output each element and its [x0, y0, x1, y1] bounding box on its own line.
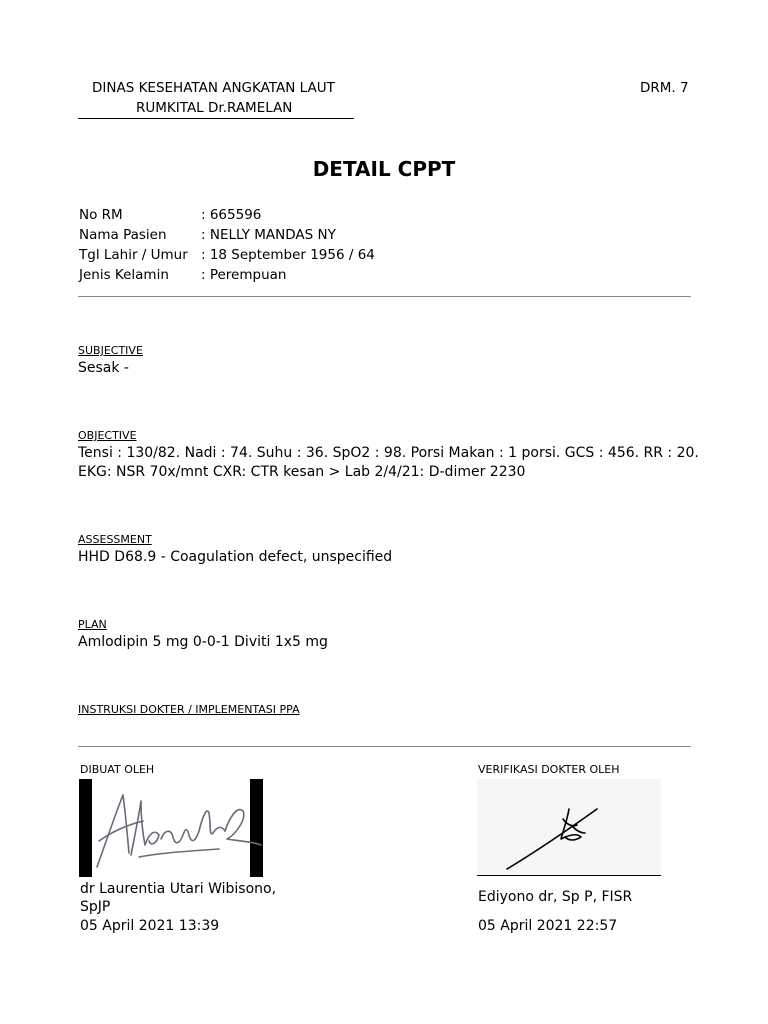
assessment-heading: ASSESSMENT	[78, 533, 152, 546]
divider	[78, 296, 691, 297]
hospital-name: RUMKITAL Dr.RAMELAN	[136, 100, 293, 116]
divider	[78, 746, 691, 747]
patient-label: Tgl Lahir / Umur	[79, 247, 188, 263]
patient-label: Jenis Kelamin	[79, 267, 169, 283]
plan-heading: PLAN	[78, 618, 107, 631]
form-code: DRM. 7	[640, 80, 689, 96]
verified-by-name: Ediyono dr, Sp P, FISR	[478, 889, 633, 905]
patient-label: No RM	[79, 207, 123, 223]
patient-value: : 18 September 1956 / 64	[201, 247, 375, 263]
verified-by-heading: VERIFIKASI DOKTER OLEH	[478, 763, 620, 776]
made-by-name-line2: SpJP	[80, 899, 111, 915]
patient-value: : NELLY MANDAS NY	[201, 227, 336, 243]
made-by-name-line1: dr Laurentia Utari Wibisono,	[80, 881, 277, 897]
patient-label: Nama Pasien	[79, 227, 167, 243]
plan-text: Amlodipin 5 mg 0-0-1 Diviti 1x5 mg	[78, 634, 328, 650]
subjective-heading: SUBJECTIVE	[78, 344, 143, 357]
handwritten-signature	[477, 779, 661, 875]
objective-text-line2: EKG: NSR 70x/mnt CXR: CTR kesan > Lab 2/4/21: D-dimer 2230	[78, 464, 526, 480]
verified-by-signature-line	[477, 875, 661, 876]
patient-info	[79, 205, 375, 285]
assessment-text: HHD D68.9 - Coagulation defect, unspecified	[78, 549, 393, 565]
page-title: DETAIL CPPT	[312, 157, 456, 181]
patient-row-rm	[79, 205, 375, 225]
patient-row-dob	[79, 245, 375, 265]
objective-text-line1: Tensi : 130/82. Nadi : 74. Suhu : 36. SpO2 : 98. Porsi Makan : 1 porsi. GCS : 456. RR : 20.	[78, 445, 699, 461]
handwritten-signature	[79, 779, 263, 877]
header-underline	[78, 118, 354, 119]
verified-by-signature-image	[477, 779, 661, 875]
instructions-heading: INSTRUKSI DOKTER / IMPLEMENTASI PPA	[78, 703, 300, 716]
patient-row-sex	[79, 265, 375, 285]
organization-name: DINAS KESEHATAN ANGKATAN LAUT	[92, 80, 335, 96]
patient-value: : 665596	[201, 207, 262, 223]
made-by-signature-image	[79, 779, 263, 877]
patient-row-name	[79, 225, 375, 245]
verified-by-datetime: 05 April 2021 22:57	[478, 918, 618, 934]
made-by-heading: DIBUAT OLEH	[80, 763, 155, 776]
subjective-text: Sesak -	[78, 360, 129, 376]
made-by-datetime: 05 April 2021 13:39	[80, 918, 220, 934]
objective-heading: OBJECTIVE	[78, 429, 137, 442]
patient-value: : Perempuan	[201, 267, 287, 283]
